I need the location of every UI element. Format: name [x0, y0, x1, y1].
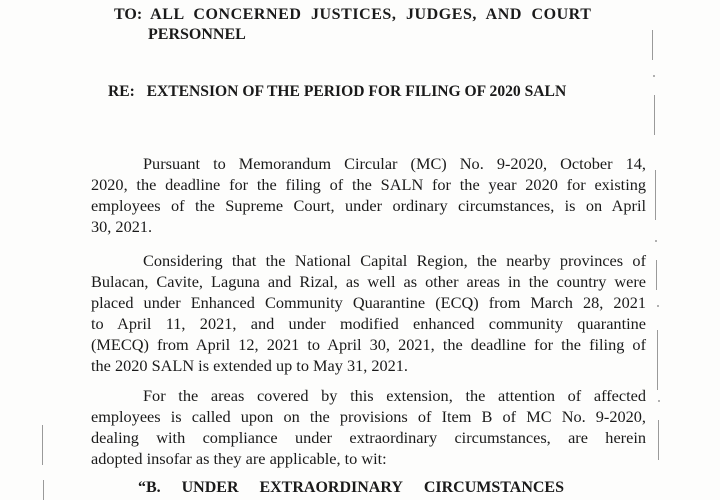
- scan-artifact-line: [654, 95, 655, 135]
- paragraph-1: [91, 153, 646, 237]
- paragraph-2-line: the 2020 SALN is extended up to May 31, 2021.: [91, 356, 408, 375]
- subject: EXTENSION OF THE PERIOD FOR FILING OF 2020 SALN: [146, 83, 567, 100]
- paragraph-2-line: placed under Enhanced Community Quarantine (ECQ) from March 28, 2021: [91, 293, 646, 312]
- paragraph-3-line: adopted insofar as they are applicable, to wit:: [91, 449, 387, 468]
- scan-artifact-dot: [655, 240, 657, 242]
- to-line-continued: PERSONNEL: [148, 26, 246, 43]
- quoted-word: CIRCUMSTANCES: [423, 479, 564, 496]
- re-line: [108, 82, 566, 102]
- paragraph-1-line: 2020, the deadline for the filing of the SALN for the year 2020 for existing: [91, 175, 646, 194]
- paragraph-1-line: 30, 2021.: [91, 217, 153, 236]
- paragraph-2: [91, 250, 646, 376]
- paragraph-3-line: employees is called upon on the provisions of Item B of MC No. 9-2020,: [91, 407, 646, 426]
- scan-artifact-line: [658, 420, 659, 460]
- paragraph-3-line: dealing with compliance under extraordinary circumstances, are herein: [91, 428, 646, 447]
- re-label: RE:: [108, 83, 135, 100]
- scan-artifact-dot: [658, 400, 660, 402]
- paragraph-2-line: to April 11, 2021, and under modified enhanced community quarantine: [91, 314, 646, 333]
- paragraph-3: [91, 385, 646, 469]
- quoted-word: UNDER: [181, 479, 239, 496]
- scan-artifact-line: [655, 170, 656, 220]
- scan-artifact-line: [656, 260, 657, 290]
- scan-artifact-dot: [653, 75, 655, 77]
- quoted-section-heading: [138, 478, 564, 498]
- scan-artifact-line: [43, 480, 44, 500]
- paragraph-2-line: Bulacan, Cavite, Laguna and Rizal, as well as other areas in the country were: [91, 272, 646, 291]
- quoted-item-label: “B.: [138, 479, 161, 496]
- paragraph-2-line: (MECQ) from April 12, 2021 to April 30, 2021, the deadline for the filing of: [91, 335, 646, 354]
- paragraph-3-line: For the areas covered by this extension, the attention of affected: [143, 386, 646, 405]
- scan-artifact-line: [657, 330, 658, 390]
- quoted-word: EXTRAORDINARY: [259, 479, 403, 496]
- paragraph-2-line: Considering that the National Capital Region, the nearby provinces of: [143, 251, 646, 270]
- paragraph-1-line: Pursuant to Memorandum Circular (MC) No. 9-2020, October 14,: [143, 154, 646, 173]
- scan-artifact-line: [652, 30, 653, 60]
- scan-artifact-line: [42, 425, 43, 465]
- to-line: [114, 5, 591, 25]
- paragraph-1-line: employees of the Supreme Court, under ordinary circumstances, is on April: [91, 196, 646, 215]
- to-recipients: ALL CONCERNED JUSTICES, JUDGES, AND COURT: [150, 6, 592, 23]
- to-label: TO:: [114, 6, 143, 23]
- scan-artifact-dot: [657, 305, 659, 307]
